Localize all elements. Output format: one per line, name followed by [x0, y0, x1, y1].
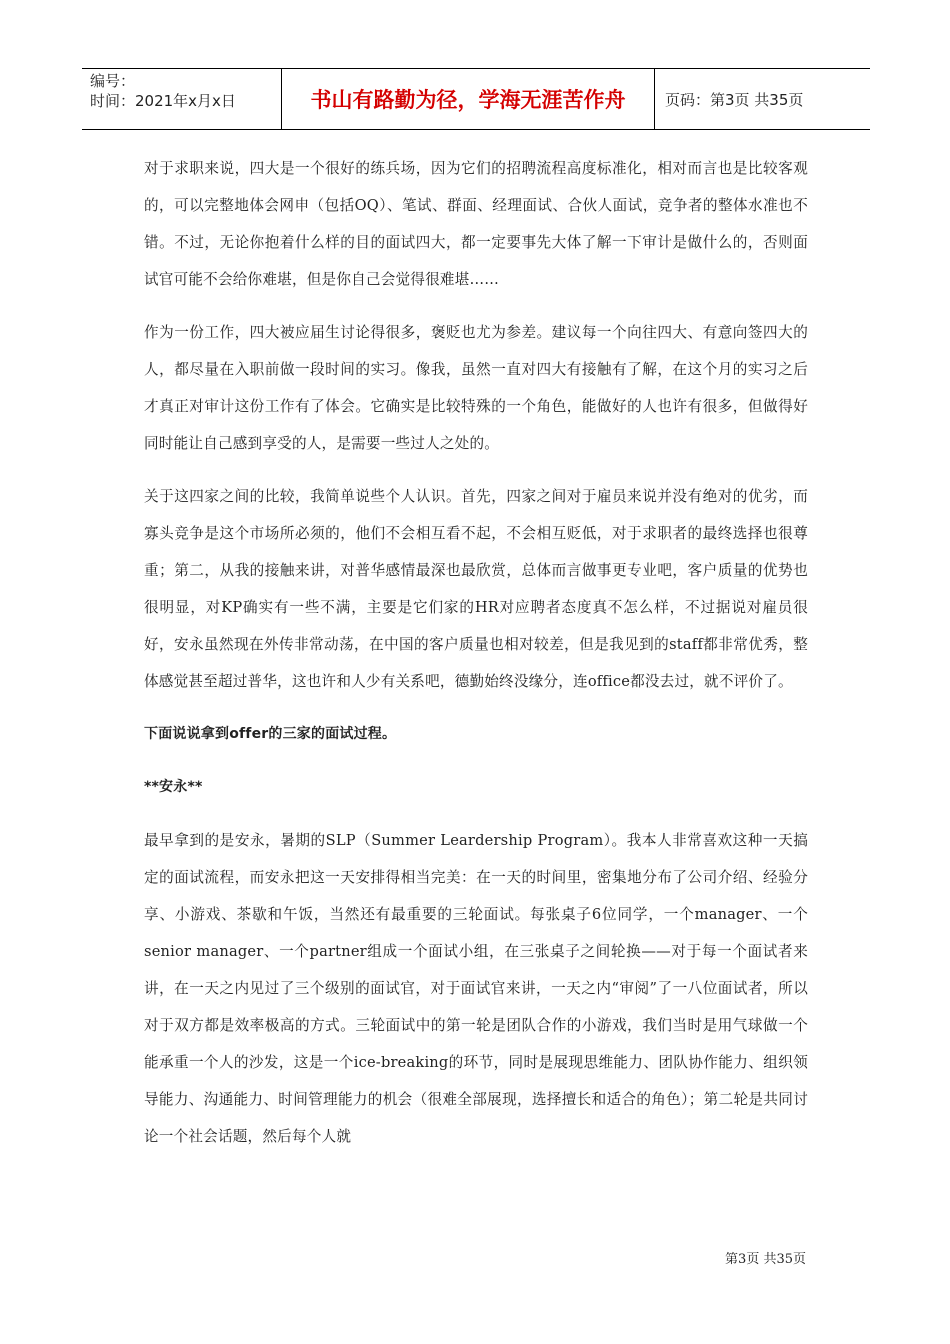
- paragraph-3: 关于这四家之间的比较，我简单说些个人认识。首先，四家之间对于雇员来说并没有绝对的优劣，而寡头竞争是这个市场所必须的，他们不会相互看不起，不会相互贬低，对于求职者的最终选择也很尊重；第二，从我的接触来讲，对普华感情最深也最欣赏，总体而言做事更专业吧，客户质量的优势也很明显，对KP确实有一些不满，主要是它们家的HR对应聘者态度真不怎么样，不过据说对雇员很好，安永虽然现在外传非常动荡，在中国的客户质量也相对较差，但是我见到的staff都非常优秀，整体感觉甚至超过普华，这也许和人少有关系吧，德勤始终没缘分，连office都没去过，就不评价了。: [144, 488, 808, 690]
- header-motto-cell: [281, 69, 655, 129]
- motto: 书山有路勤为径，学海无涯苦作舟: [310, 88, 626, 112]
- section-heading: 下面说说拿到offer的三家的面试过程。: [144, 726, 397, 742]
- number-label: 编号：: [90, 72, 136, 90]
- page-footer: 第3页 共35页: [725, 1252, 806, 1267]
- paragraph-2: 作为一份工作，四大被应届生讨论得很多，褒贬也尤为参差。建议每一个向往四大、有意向签四大的人，都尽量在入职前做一段时间的实习。像我，虽然一直对四大有接触有了解，在这个月的实习之后才真正对审计这份工作有了体会。它确实是比较特殊的一个角色，能做好的人也许有很多，但做得好同时能让自己感到享受的人，是需要一些过人之处的。: [144, 324, 808, 452]
- page-code: 页码：第3页 共35页: [665, 90, 804, 109]
- paragraph-4: 最早拿到的是安永，暑期的SLP（Summer Leardership Program）。我本人非常喜欢这种一天搞定的面试流程，而安永把这一天安排得相当完美：在一天的时间里，密集地分布了公司介绍、经验分享、小游戏、茶歇和午饭，当然还有最重要的三轮面试。每张桌子6位同学，一个manager、一个senior manager、一个partner组成一个面试小组，在三张桌子之间轮换——对于每一个面试者来讲，在一天之内见过了三个级别的面试官，对于面试官来讲，一天之内“审阅”了一八位面试者，所以对于双方都是效率极高的方式。三轮面试中的第一轮是团队合作的小游戏，我们当时是用气球做一个能承重一个人的沙发，这是一个ice-breaking的环节，同时是展现思维能力、团队协作能力、组织领导能力、沟通能力、时间管理能力的机会（很难全部展现，选择擅长和适合的角色）；第二轮是共同讨论一个社会话题，然后每个人就: [144, 832, 808, 1145]
- header-meta: [82, 69, 281, 129]
- header-page-code-cell: [655, 69, 870, 129]
- paragraph-1: 对于求职来说，四大是一个很好的练兵场，因为它们的招聘流程高度标准化，相对而言也是比较客观的，可以完整地体会网申（包括OQ）、笔试、群面、经理面试、合伙人面试，竞争者的整体水准也不错。不过，无论你抱着什么样的目的面试四大，都一定要事先大体了解一下审计是做什么的，否则面试官可能不会给你难堪，但是你自己会觉得很难堪……: [144, 160, 808, 288]
- subsection-heading: **安永**: [144, 779, 203, 795]
- page-header: [82, 68, 870, 130]
- document-body: [144, 150, 808, 1171]
- time-label: 时间：2021年x月x日: [90, 92, 236, 110]
